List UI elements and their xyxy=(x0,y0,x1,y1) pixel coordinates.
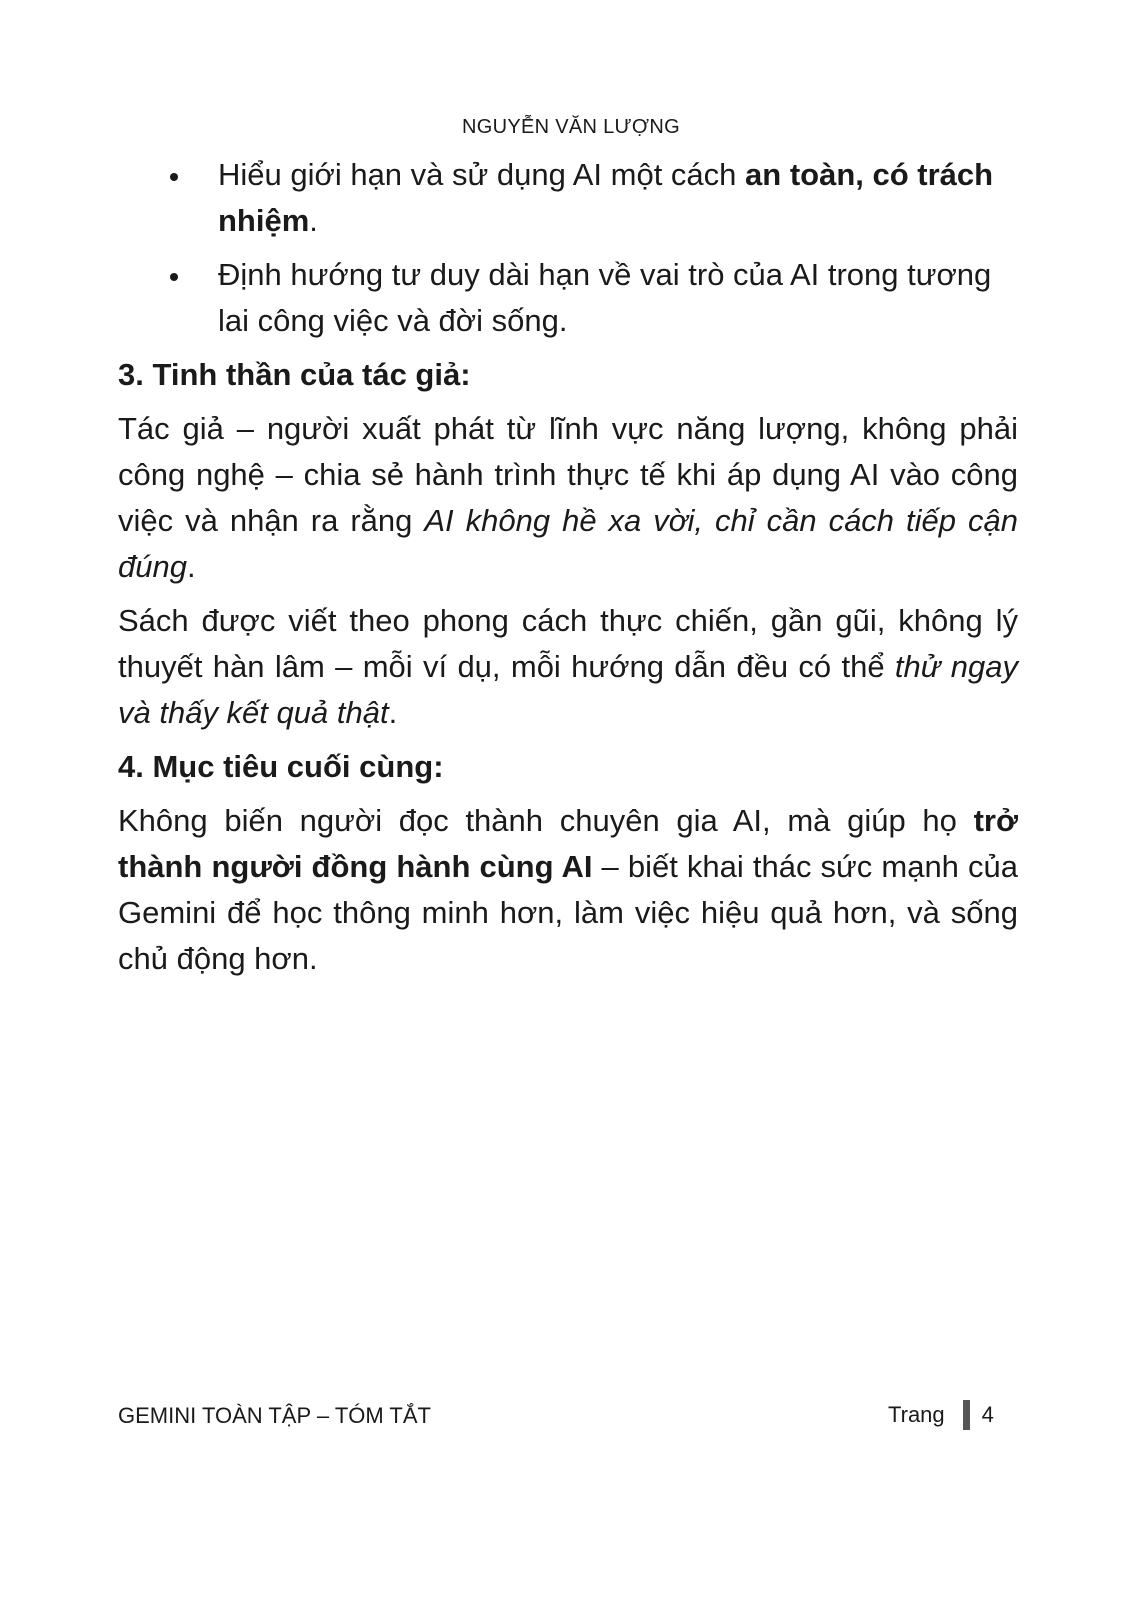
bullet-text: Định hướng tư duy dài hạn về vai trò của AI trong tương lai công việc và đời sống. xyxy=(218,257,992,338)
bullet-text-end: . xyxy=(309,203,318,238)
paragraph-text: Sách được viết theo phong cách thực chiến, gần gũi, không lý thuyết hàn lâm – mỗi ví dụ, mỗi hướng dẫn đều có thể xyxy=(118,603,1018,684)
footer-page-label: Trang xyxy=(888,1402,945,1427)
footer-page-info xyxy=(888,1400,994,1430)
paragraph-bold: trở thành người đồng hành cùng AI xyxy=(118,803,1018,884)
bullet-text: Hiểu giới hạn và sử dụng AI một cách xyxy=(218,157,746,192)
bullet-dot-icon xyxy=(170,173,178,181)
bullet-item xyxy=(118,152,1018,244)
bullet-dot-icon xyxy=(170,273,178,281)
section-heading: 4. Mục tiêu cuối cùng: xyxy=(118,749,444,784)
paragraph-italic: thử ngay và thấy kết quả thật xyxy=(118,649,1018,730)
paragraph-italic: AI không hề xa vời, chỉ cần cách tiếp cận đúng xyxy=(118,503,1018,584)
bullet-item xyxy=(118,252,1018,344)
footer-page-number: 4 xyxy=(981,1402,994,1427)
paragraph-text: Không biến người đọc thành chuyên gia AI, mà giúp họ xyxy=(118,803,974,838)
paragraph-end: . xyxy=(388,695,398,730)
paragraph-end: – biết khai thác sức mạnh của Gemini để học thông minh hơn, làm việc hiệu quả hơn, và sống chủ động hơn. xyxy=(118,849,1018,976)
section-heading: 3. Tinh thần của tác giả: xyxy=(118,357,471,392)
page-header-author: NGUYỄN VĂN LƯỢNG xyxy=(462,116,680,138)
footer-divider xyxy=(963,1400,970,1430)
page-content xyxy=(118,152,1018,990)
paragraph xyxy=(118,406,1018,590)
paragraph xyxy=(118,598,1018,736)
bullet-list xyxy=(118,152,1018,344)
paragraph-text: Tác giả – người xuất phát từ lĩnh vực năng lượng, không phải công nghệ – chia sẻ hành trình thực tế khi áp dụng AI vào công việc và nhận ra rằng xyxy=(118,411,1018,538)
footer-book-title: GEMINI TOÀN TẬP – TÓM TẮT xyxy=(118,1403,431,1428)
paragraph xyxy=(118,798,1018,982)
bullet-bold-text: an toàn, có trách nhiệm xyxy=(218,157,994,238)
paragraph-end: . xyxy=(186,549,196,584)
